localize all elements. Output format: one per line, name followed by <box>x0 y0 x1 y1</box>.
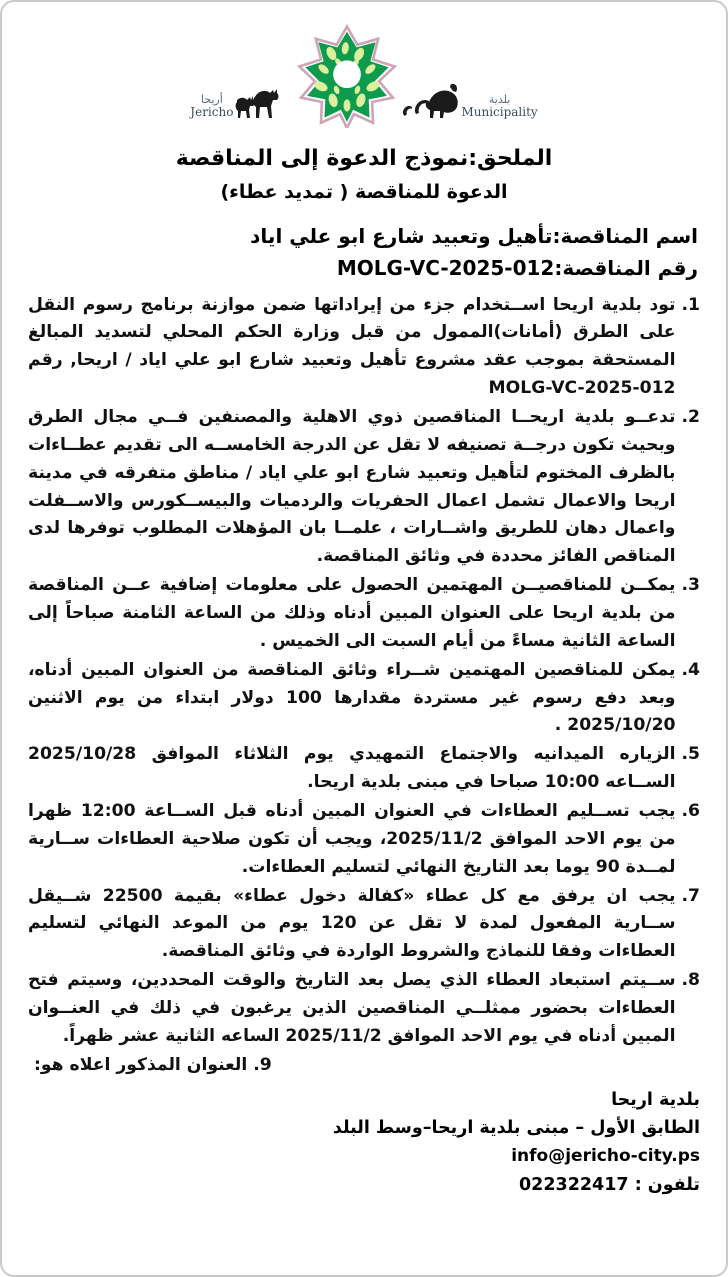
clause-text: تدعــو بلدية اريحــا المناقصين ذوي الاهلية والمصنفين فــي مجال الطرق وبحيث تكون درجــة تصنيفه لا تقل عن الدرجة الخامســه الى تقديم عطــاءات بالظرف المختوم لتأهيل وتعبيد شارع ابو علي اياد / مناطق متفرقه في مدينة اريحا والاعمال تشمل اعمال الحفريات والردميات والبيســكورس والاســفلت واعمال دهان للطريق واشــارات ، علمــا بان المؤهلات المطلوب توفرها لدى المناقص الفائز محددة في وثائق المناقصة. <box>28 406 676 567</box>
address-street: الطابق الأول – مبنى بلدية اريحا–وسط البلد <box>332 1117 700 1138</box>
clause-text: يجب ان يرفق مع كل عطاء «كفالة دخول عطاء» بقيمة 22500 شــيقل ســارية المفعول لمدة لا تقل عن 120 يوم من الموعد النهائي لتسليم العطاءات وفقا للنماذج والشروط الواردة في وثائق المناقصة. <box>28 885 676 962</box>
clause-number: 7. <box>681 885 700 906</box>
clause-item <box>28 967 700 1051</box>
address-organization: بلدية اريحا <box>611 1089 700 1110</box>
address-block <box>28 1086 700 1201</box>
tender-name: اسم المناقصة:تأهيل وتعبيد شارع ابو علي اياد <box>250 223 698 248</box>
page-title: الملحق:نموذج الدعوة إلى المناقصة <box>175 146 553 171</box>
tender-number-value: MOLG-VC-2025-012 <box>336 255 555 280</box>
logo-right-arabic: بلدية <box>488 93 511 106</box>
address-phone <box>28 1171 700 1201</box>
page-subtitle: الدعوة للمناقصة ( تمديد عطاء) <box>220 181 508 204</box>
clause-item <box>28 572 700 656</box>
gazelle-figures-icon <box>233 80 295 128</box>
tender-number <box>28 252 698 284</box>
clause-text: ســيتم استبعاد العطاء الذي يصل بعد التاريخ والوقت المحددين، وسيتم فتح العطاءات بحضور ممثلــي المناقصين الذين يرغبون في ذلك في العنــوان المبين أدناه في يوم الاحد الموافق 2025/11/2 الساعه الثانية عشر ظهراً. <box>28 970 676 1046</box>
clause-number: 4. <box>681 659 700 680</box>
clause-number: 8. <box>681 970 700 991</box>
clause-item <box>28 883 700 967</box>
clause-item <box>28 1052 700 1080</box>
clause-item <box>28 292 700 403</box>
clause-list <box>28 292 700 1080</box>
tender-identity-block <box>28 220 700 284</box>
clause-text: الزياره الميدانيه والاجتماع التمهيدي يوم الثلاثاء الموافق 2025/10/28 الســاعه 10:00 صباحا في مبنى بلدية اريحا. <box>28 744 676 793</box>
clause-item <box>28 404 700 571</box>
clause-number: 3. <box>681 575 700 596</box>
clause-item <box>28 657 700 741</box>
clause-text: يمكن للمناقصين المهتمين شــراء وثائق المناقصة من العنوان المبين أدناه، وبعد دفع رسوم غير مستردة مقدارها 100 دولار ابتداء من يوم الاثنين 2025/10/20 . <box>28 659 676 736</box>
document-title-block <box>28 142 700 208</box>
clause-text: يمكــن للمناقصيــن المهتمين الحصول على معلومات إضافية عــن المناقصة من بلدية اريحا على العنوان المبين أدناه وذلك من الساعة الثامنة صباحاً إلى الساعة الثانية مساءً من أيام السبت الى الخميس . <box>28 575 676 651</box>
phone-label: تلفون : <box>634 1175 700 1196</box>
phone-number[interactable]: 022322417 <box>519 1175 629 1196</box>
logo-left-caption <box>190 94 233 128</box>
tender-number-label: رقم المناقصة: <box>554 255 698 280</box>
clause-number: 6. <box>681 801 700 821</box>
municipality-emblem-icon <box>295 24 399 128</box>
clause-text: العنوان المذكور اعلاه هو: <box>34 1054 248 1075</box>
logo-right-english: Municipality <box>461 105 538 119</box>
logo-right-caption <box>461 94 537 128</box>
clause-item <box>28 741 700 797</box>
lion-figures-icon <box>399 80 461 128</box>
clause-text: يجب تســليم العطاءات في العنوان المبين أدناه قبل الســاعة 12:00 ظهرا من يوم الاحد الموافق 2025/11/2، ويجب أن تكون صلاحية العطاءات ســارية لمــدة 90 يوما بعد التاريخ النهائي لتسليم العطاءات. <box>28 801 676 877</box>
logo-left-english: Jericho <box>190 105 234 119</box>
address-email[interactable]: info@jericho-city.ps <box>511 1146 700 1167</box>
logo-left-arabic: أريحا <box>200 93 223 106</box>
clause-item <box>28 798 700 882</box>
clause-number: 5. <box>681 744 700 765</box>
clause-number: 1. <box>681 294 700 315</box>
clause-number: 9. <box>253 1054 272 1075</box>
clause-number: 2. <box>681 406 700 427</box>
masthead-logo <box>28 20 700 128</box>
clause-text: تود بلدية اريحا اســتخدام جزء من إيراداتها ضمن موازنة برنامج رسوم النقل على الطرق (أمانات)الممول من قبل وزارة الحكم المحلي لتسديد المبالغ المستحقة بموجب عقد مشروع تأهيل وتعبيد شارع ابو علي اياد / اريحا, رقم MOLG-VC-2025-012 <box>28 294 676 399</box>
